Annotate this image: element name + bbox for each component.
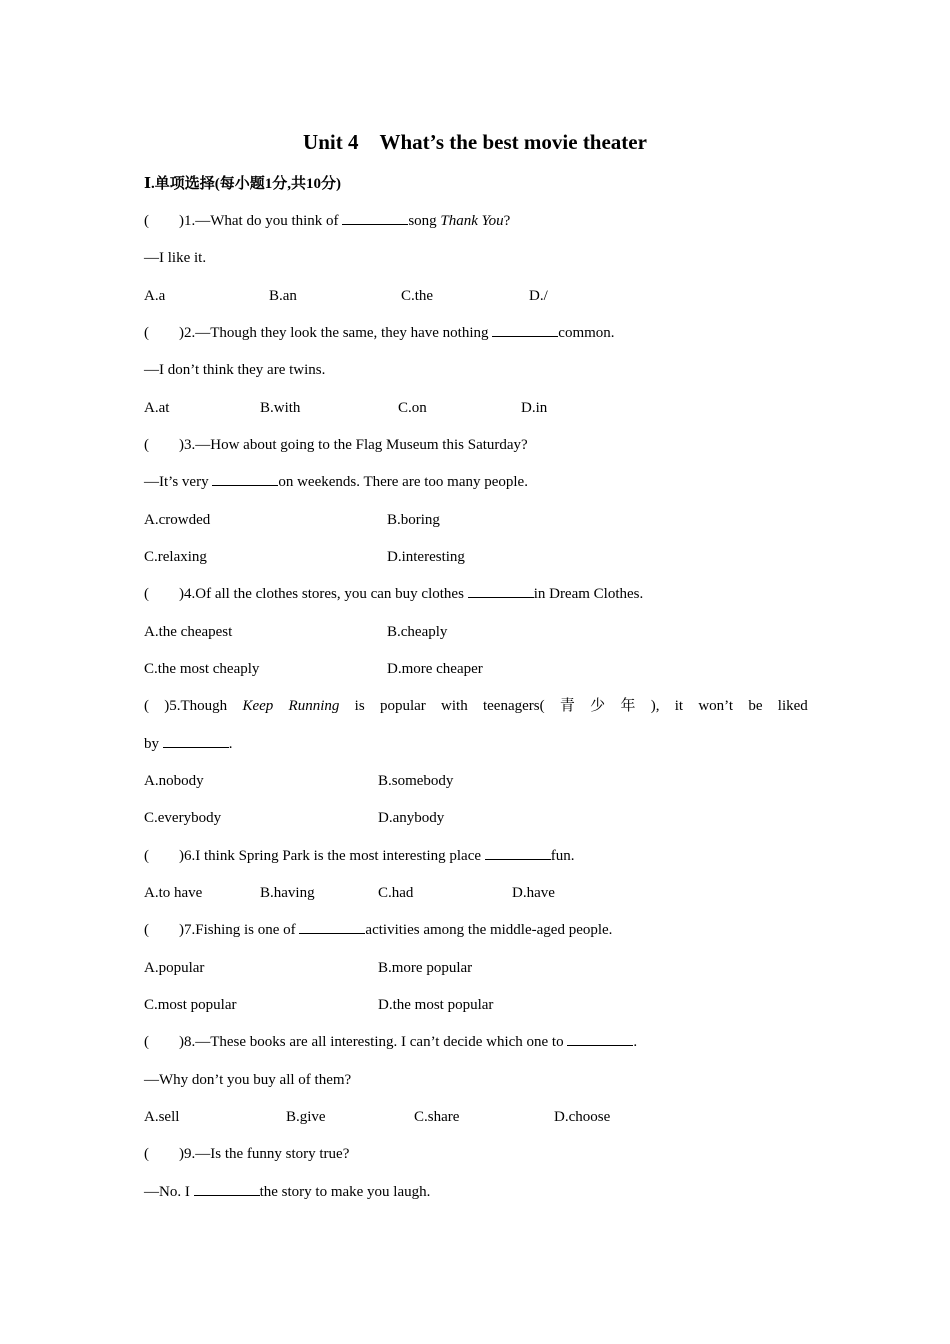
question-5-stem: ( )5.Though Keep Running is popular with teenagers( 青 少 年 ), it won’t be liked (144, 698, 808, 714)
question-8-option-b: B.give (286, 1109, 326, 1125)
question-7-stem: ( )7.Fishing is one of activities among the middle-aged people. (144, 922, 613, 938)
question-5-stem-cont: by . (144, 736, 233, 752)
question-4-stem: ( )4.Of all the clothes stores, you can buy clothes in Dream Clothes. (144, 586, 644, 602)
question-7-option-d: D.the most popular (378, 997, 494, 1013)
question-4-option-a: A.the cheapest (144, 624, 233, 640)
question-6-option-b: B.having (260, 885, 315, 901)
question-5-option-a: A.nobody (144, 773, 204, 789)
question-4-option-d: D.more cheaper (387, 661, 483, 677)
question-2-stem: ( )2.—Though they look the same, they have nothing common. (144, 325, 615, 341)
question-1-reply: —I like it. (144, 250, 207, 266)
question-2-reply: —I don’t think they are twins. (144, 362, 326, 378)
question-3-stem: ( )3.—How about going to the Flag Museum this Saturday? (144, 437, 528, 453)
question-6-option-d: D.have (512, 885, 555, 901)
question-7-option-c: C.most popular (144, 997, 237, 1013)
question-6-stem: ( )6.I think Spring Park is the most interesting place fun. (144, 848, 575, 864)
page-title: Unit 4 What’s the best movie theater (303, 130, 647, 154)
question-8-stem: ( )8.—These books are all interesting. I can’t decide which one to . (144, 1034, 638, 1050)
section-heading: Ⅰ.单项选择(每小题1分,共10分) (144, 176, 342, 192)
answer-blank (567, 1032, 633, 1046)
question-9-stem: ( )9.—Is the funny story true? (144, 1146, 350, 1162)
question-2-option-a: A.at (144, 400, 170, 416)
question-2-option-c: C.on (398, 400, 427, 416)
answer-blank (163, 734, 229, 748)
question-1-option-d: D./ (529, 288, 548, 304)
question-5-option-b: B.somebody (378, 773, 454, 789)
question-2-option-b: B.with (260, 400, 301, 416)
answer-blank (194, 1182, 260, 1196)
question-6-option-c: C.had (378, 885, 414, 901)
question-3-option-b: B.boring (387, 512, 440, 528)
question-5-option-c: C.everybody (144, 810, 222, 826)
question-2-option-d: D.in (521, 400, 548, 416)
question-5-option-d: D.anybody (378, 810, 445, 826)
answer-blank (492, 323, 558, 337)
question-7-option-a: A.popular (144, 960, 205, 976)
question-3-option-a: A.crowded (144, 512, 211, 528)
answer-blank (342, 211, 408, 225)
question-8-option-c: C.share (414, 1109, 460, 1125)
question-1-option-a: A.a (144, 288, 166, 304)
question-8-option-d: D.choose (554, 1109, 611, 1125)
question-9-reply: —No. I the story to make you laugh. (144, 1184, 431, 1200)
question-3-option-d: D.interesting (387, 549, 465, 565)
question-1-option-b: B.an (269, 288, 297, 304)
question-1-option-c: C.the (401, 288, 434, 304)
question-4-option-b: B.cheaply (387, 624, 448, 640)
question-6-option-a: A.to have (144, 885, 203, 901)
question-7-option-b: B.more popular (378, 960, 473, 976)
answer-blank (299, 920, 365, 934)
question-4-option-c: C.the most cheaply (144, 661, 260, 677)
question-1-stem: ( )1.—What do you think of song Thank You? (144, 213, 511, 229)
question-8-reply: —Why don’t you buy all of them? (144, 1072, 352, 1088)
question-3-option-c: C.relaxing (144, 549, 207, 565)
answer-blank (468, 584, 534, 598)
question-3-reply: —It’s very on weekends. There are too many people. (144, 474, 528, 490)
answer-blank (212, 472, 278, 486)
question-8-option-a: A.sell (144, 1109, 180, 1125)
answer-blank (485, 846, 551, 860)
